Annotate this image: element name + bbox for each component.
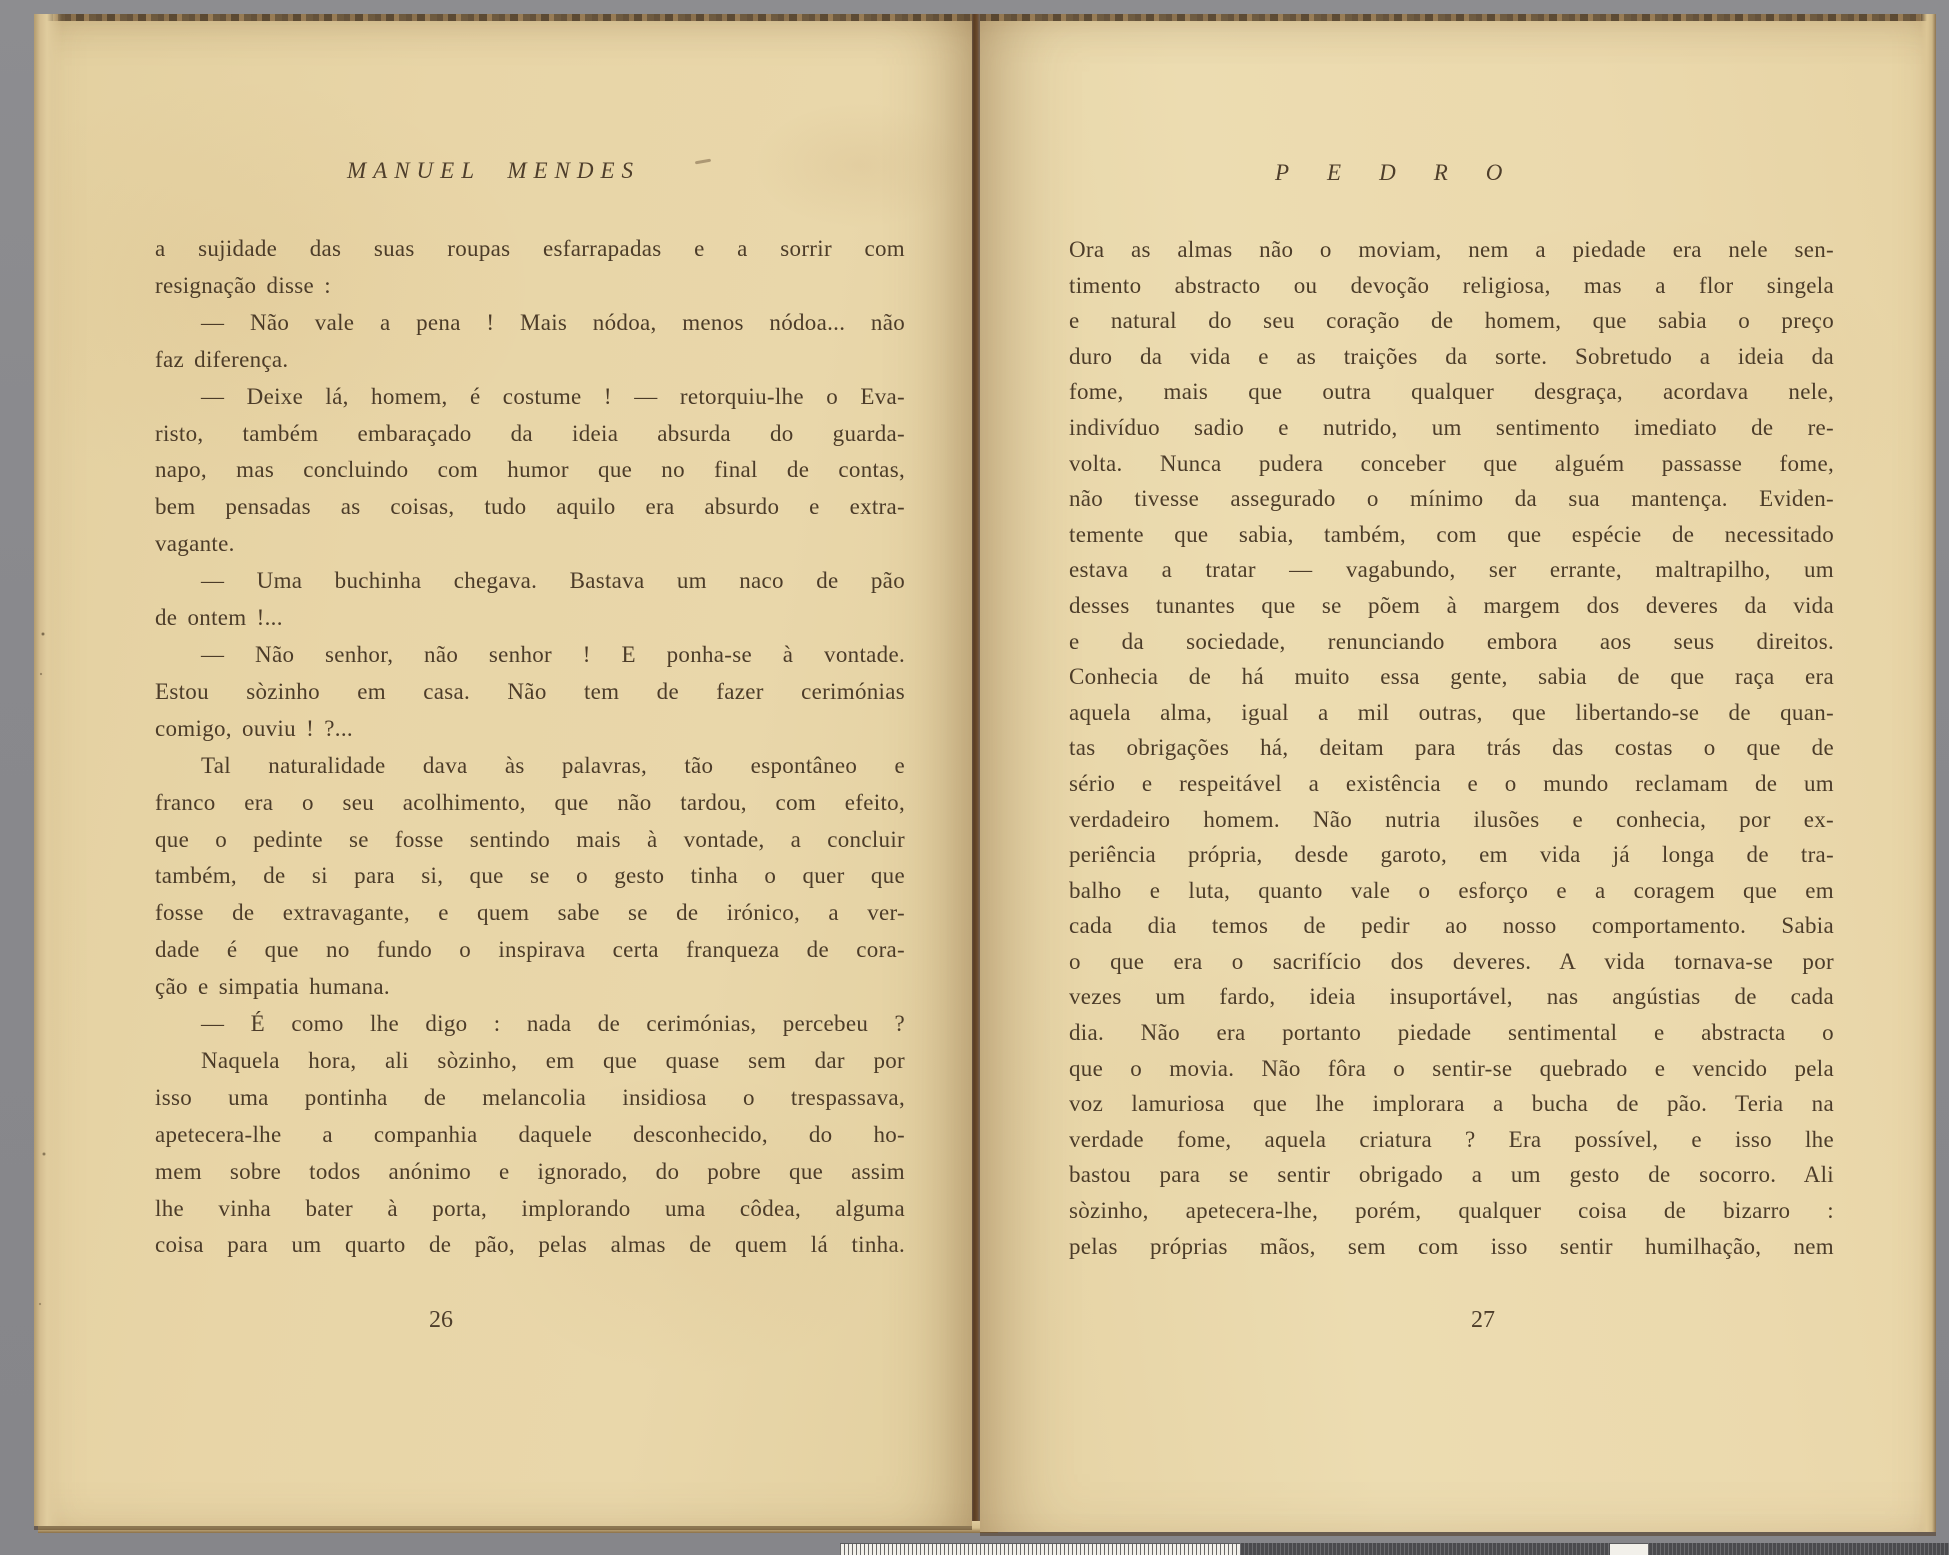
text-line: duro da vida e as traições da sorte. Sobretudo a ideia da — [1069, 343, 1834, 369]
text-line: coisa para um quarto de pão, pelas almas de quem lá tinha. — [155, 1232, 905, 1258]
text-line: Conhecia de há muito essa gente, sabia de que raça era — [1069, 664, 1834, 690]
text-line: voz lamuriosa que lhe implorara a bucha de pão. Teria na — [1069, 1091, 1834, 1117]
text-line: e da sociedade, renunciando embora aos seus direitos. — [1069, 628, 1834, 654]
text-line: Ora as almas não o moviam, nem a piedade era nele sen- — [1069, 237, 1834, 262]
ruler-segment-dark — [1240, 1543, 1610, 1555]
text-line: e natural do seu coração de homem, que sabia o preço — [1069, 308, 1834, 334]
text-line: sério e respeitável a existência e o mundo reclamam de um — [1069, 770, 1834, 796]
text-line: periência própria, desde garoto, em vida já longa de tra- — [1069, 842, 1834, 868]
text-line: Estou sòzinho em casa. Não tem de fazer cerimónias — [155, 678, 905, 704]
text-line: indivíduo sadio e nutrido, um sentimento imediato de re- — [1069, 414, 1834, 440]
text-line: o que era o sacrifício dos deveres. A vida tornava-se por — [1069, 948, 1834, 974]
left-page — [34, 14, 972, 1526]
text-line: napo, mas concluindo com humor que no final de contas, — [155, 457, 905, 483]
text-line: aquela alma, igual a mil outras, que libertando-se de quan- — [1069, 699, 1834, 725]
text-line: volta. Nunca pudera conceber que alguém passasse fome, — [1069, 450, 1834, 476]
text-line: tas obrigações há, deitam para trás das costas o que de — [1069, 735, 1834, 761]
text-line: — É como lhe digo : nada de cerimónias, percebeu ? — [201, 1011, 905, 1037]
stray-mark — [695, 159, 711, 165]
ruler-segment-light — [840, 1543, 1240, 1555]
text-line: estava a tratar — vagabundo, ser errante, maltrapilho, um — [1069, 557, 1834, 583]
page-body — [1069, 232, 1834, 1264]
right-page-surface — [980, 14, 1936, 1532]
ruler-segment-light — [1610, 1543, 1648, 1555]
text-line: vagante. — [155, 531, 235, 557]
text-line: — Uma buchinha chegava. Bastava um naco de pão — [201, 568, 905, 594]
text-line: verdade fome, aquela criatura ? Era possível, e isso lhe — [1069, 1126, 1834, 1152]
text-line: ção e simpatia humana. — [155, 974, 390, 1000]
text-line: cada dia temos de pedir ao nosso comportamento. Sabia — [1069, 913, 1834, 939]
text-line: franco era o seu acolhimento, que não tardou, com efeito, — [155, 789, 905, 815]
text-line: sòzinho, apetecera-lhe, porém, qualquer coisa de bizarro : — [1069, 1198, 1834, 1224]
text-line: a sujidade das suas roupas esfarrapadas e a sorrir com — [155, 236, 905, 261]
text-line: que o movia. Não fôra o sentir-se quebrado e vencido pela — [1069, 1055, 1834, 1081]
text-line: Tal naturalidade dava às palavras, tão espontâneo e — [201, 752, 905, 778]
running-header-right: PEDRO — [1275, 160, 1541, 185]
page-number-right: 27 — [1471, 1307, 1495, 1333]
text-line: faz diferença. — [155, 346, 289, 372]
text-line: Naquela hora, ali sòzinho, em que quase sem dar por — [201, 1047, 905, 1073]
text-line: timento abstracto ou devoção religiosa, mas a flor singela — [1069, 272, 1834, 298]
text-line: também, de si para si, que se o gesto tinha o quer que — [155, 863, 905, 889]
text-line: risto, também embaraçado da ideia absurda do guarda- — [155, 420, 905, 446]
text-line: balho e luta, quanto vale o esforço e a coragem que em — [1069, 877, 1834, 903]
text-line: não tivesse assegurado o mínimo da sua mantença. Eviden- — [1069, 486, 1834, 512]
text-line: bem pensadas as coisas, tudo aquilo era absurdo e extra- — [155, 494, 905, 520]
text-line: lhe vinha bater à porta, implorando uma côdea, alguma — [155, 1195, 905, 1221]
page-number-left: 26 — [429, 1307, 453, 1333]
text-line: apetecera-lhe a companhia daquele desconhecido, do ho- — [155, 1121, 905, 1147]
text-line: — Não vale a pena ! Mais nódoa, menos nódoa... não — [201, 309, 905, 335]
text-line: verdadeiro homem. Não nutria ilusões e conhecia, por ex- — [1069, 806, 1834, 832]
measurement-ruler — [840, 1543, 1949, 1555]
text-line: desses tunantes que se põem à margem dos deveres da vida — [1069, 592, 1834, 618]
text-line: resignação disse : — [155, 272, 331, 298]
text-line: vezes um fardo, ideia insuportável, nas angústias de cada — [1069, 984, 1834, 1010]
ruler-segment-dark — [1648, 1543, 1949, 1555]
text-line: dia. Não era portanto piedade sentimental e abstracta o — [1069, 1020, 1834, 1046]
text-line: temente que sabia, também, com que espécie de necessitado — [1069, 521, 1834, 547]
page-body — [155, 231, 905, 1264]
left-page-surface — [34, 14, 972, 1526]
text-line: de ontem !... — [155, 605, 283, 631]
text-line: que o pedinte se fosse sentindo mais à vontade, a concluir — [155, 826, 905, 852]
text-line: bastou para se sentir obrigado a um gesto de socorro. Ali — [1069, 1162, 1834, 1188]
text-line: — Não senhor, não senhor ! E ponha-se à vontade. — [201, 641, 905, 667]
text-line: isso uma pontinha de melancolia insidiosa o trespassava, — [155, 1084, 905, 1110]
running-header-left: MANUEL MENDES — [347, 158, 641, 183]
text-line: dade é que no fundo o inspirava certa franqueza de cora- — [155, 937, 905, 963]
text-line: fosse de extravagante, e quem sabe se de irónico, a ver- — [155, 900, 905, 926]
text-line: pelas próprias mãos, sem com isso sentir humilhação, nem — [1069, 1233, 1834, 1259]
text-line: fome, mais que outra qualquer desgraça, acordava nele, — [1069, 379, 1834, 405]
right-page — [980, 14, 1936, 1532]
text-line: comigo, ouviu ! ?... — [155, 715, 353, 741]
text-line: mem sobre todos anónimo e ignorado, do pobre que assim — [155, 1158, 905, 1184]
text-line: — Deixe lá, homem, é costume ! — retorquiu-lhe o Eva- — [201, 383, 905, 409]
